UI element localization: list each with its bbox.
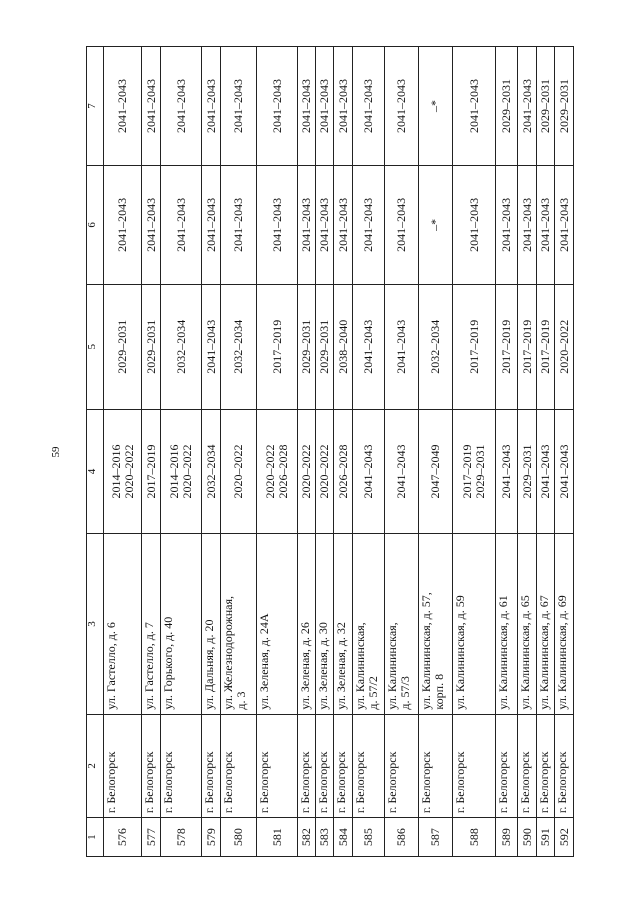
cell-col-4: 2020–2022 2026–2028 (257, 409, 298, 534)
cell-city: г. Белогорск (142, 714, 161, 818)
cell-col-7: 2041–2043 (334, 47, 353, 166)
cell-row-number: 576 (104, 818, 142, 857)
schedule-table (86, 46, 574, 857)
cell-col-7: 2029–2031 (537, 47, 555, 166)
cell-address: ул. Железнодорожная, д. 3 (221, 534, 257, 714)
cell-col-5: 2032–2034 (419, 284, 453, 409)
table-row (161, 47, 202, 857)
cell-col-5: 2032–2034 (161, 284, 202, 409)
cell-row-number: 587 (419, 818, 453, 857)
cell-col-7: 2041–2043 (316, 47, 334, 166)
cell-address: ул. Зеленая, д. 32 (334, 534, 353, 714)
cell-row-number: 584 (334, 818, 353, 857)
cell-city: г. Белогорск (161, 714, 202, 818)
header-col-1: 1 (87, 818, 104, 857)
header-col-4: 4 (87, 409, 104, 534)
cell-col-4: 2041–2043 (385, 409, 419, 534)
cell-col-7: 2029–2031 (496, 47, 518, 166)
rotated-table-wrapper (86, 46, 571, 857)
cell-col-4: 2017–2019 2029–2031 (453, 409, 496, 534)
cell-col-4: 2020–2022 (316, 409, 334, 534)
cell-col-6: 2041–2043 (353, 165, 385, 284)
cell-address: ул. Зеленая, д. 26 (298, 534, 316, 714)
table-row (142, 47, 161, 857)
table-row (555, 47, 574, 857)
cell-col-4: 2041–2043 (555, 409, 574, 534)
cell-col-5: 2029–2031 (104, 284, 142, 409)
cell-row-number: 590 (518, 818, 537, 857)
cell-col-7: 2041–2043 (453, 47, 496, 166)
cell-city: г. Белогорск (353, 714, 385, 818)
table-row (385, 47, 419, 857)
cell-col-5: 2017–2019 (496, 284, 518, 409)
cell-address: ул. Калининская, д. 67 (537, 534, 555, 714)
cell-row-number: 577 (142, 818, 161, 857)
table-row (353, 47, 385, 857)
cell-row-number: 589 (496, 818, 518, 857)
cell-row-number: 580 (221, 818, 257, 857)
cell-col-6: 2041–2043 (202, 165, 221, 284)
cell-col-5: 2032–2034 (221, 284, 257, 409)
cell-col-6: 2041–2043 (142, 165, 161, 284)
cell-col-5: 2017–2019 (257, 284, 298, 409)
cell-address: ул. Зеленая, д. 24А (257, 534, 298, 714)
cell-col-5: 2020–2022 (555, 284, 574, 409)
cell-col-7: 2041–2043 (104, 47, 142, 166)
cell-col-5: 2041–2043 (202, 284, 221, 409)
cell-address: ул. Гастелло, д. 7 (142, 534, 161, 714)
cell-col-7: 2041–2043 (385, 47, 419, 166)
header-row (87, 47, 104, 857)
table-body (104, 47, 574, 857)
table-row (298, 47, 316, 857)
cell-col-6: 2041–2043 (334, 165, 353, 284)
header-col-6: 6 (87, 165, 104, 284)
cell-col-4: 2032–2034 (202, 409, 221, 534)
cell-col-6: 2041–2043 (161, 165, 202, 284)
cell-address: ул. Калининская, д. 57/2 (353, 534, 385, 714)
cell-col-6: 2041–2043 (537, 165, 555, 284)
cell-city: г. Белогорск (555, 714, 574, 818)
cell-col-4: 2026–2028 (334, 409, 353, 534)
cell-col-6: 2041–2043 (298, 165, 316, 284)
table-row (202, 47, 221, 857)
cell-city: г. Белогорск (104, 714, 142, 818)
cell-row-number: 581 (257, 818, 298, 857)
table-row (221, 47, 257, 857)
cell-col-4: 2047–2049 (419, 409, 453, 534)
cell-city: г. Белогорск (334, 714, 353, 818)
cell-col-4: 2014–2016 2020–2022 (104, 409, 142, 534)
cell-col-5: 2041–2043 (353, 284, 385, 409)
cell-col-4: 2020–2022 (298, 409, 316, 534)
header-col-3: 3 (87, 534, 104, 714)
cell-row-number: 585 (353, 818, 385, 857)
cell-col-4: 2020–2022 (221, 409, 257, 534)
cell-city: г. Белогорск (496, 714, 518, 818)
cell-city: г. Белогорск (385, 714, 419, 818)
cell-col-7: –* (419, 47, 453, 166)
cell-city: г. Белогорск (518, 714, 537, 818)
cell-col-7: 2041–2043 (161, 47, 202, 166)
cell-col-7: 2041–2043 (202, 47, 221, 166)
table-row (496, 47, 518, 857)
cell-city: г. Белогорск (221, 714, 257, 818)
cell-col-7: 2041–2043 (518, 47, 537, 166)
cell-address: ул. Калининская, д. 69 (555, 534, 574, 714)
cell-col-6: 2041–2043 (316, 165, 334, 284)
cell-city: г. Белогорск (537, 714, 555, 818)
cell-city: г. Белогорск (202, 714, 221, 818)
table-row (334, 47, 353, 857)
header-col-5: 5 (87, 284, 104, 409)
cell-col-7: 2041–2043 (298, 47, 316, 166)
cell-col-6: 2041–2043 (104, 165, 142, 284)
cell-address: ул. Калининская, д. 59 (453, 534, 496, 714)
cell-col-5: 2029–2031 (316, 284, 334, 409)
cell-address: ул. Гастелло, д. 6 (104, 534, 142, 714)
cell-col-5: 2029–2031 (142, 284, 161, 409)
cell-col-6: –* (419, 165, 453, 284)
cell-row-number: 586 (385, 818, 419, 857)
cell-col-7: 2041–2043 (353, 47, 385, 166)
table-row (419, 47, 453, 857)
cell-address: ул. Калининская, д. 57/3 (385, 534, 419, 714)
cell-row-number: 583 (316, 818, 334, 857)
cell-address: ул. Калининская, д. 57, корп. 8 (419, 534, 453, 714)
table-row (537, 47, 555, 857)
cell-col-5: 2017–2019 (518, 284, 537, 409)
table-row (316, 47, 334, 857)
cell-address: ул. Дальняя, д. 20 (202, 534, 221, 714)
cell-city: г. Белогорск (453, 714, 496, 818)
cell-row-number: 578 (161, 818, 202, 857)
page-number: 59 (50, 446, 62, 458)
cell-row-number: 592 (555, 818, 574, 857)
cell-col-4: 2029–2031 (518, 409, 537, 534)
cell-col-6: 2041–2043 (453, 165, 496, 284)
cell-col-7: 2041–2043 (257, 47, 298, 166)
table-row (453, 47, 496, 857)
cell-col-6: 2041–2043 (518, 165, 537, 284)
cell-col-6: 2041–2043 (221, 165, 257, 284)
cell-row-number: 588 (453, 818, 496, 857)
cell-row-number: 579 (202, 818, 221, 857)
cell-col-4: 2041–2043 (537, 409, 555, 534)
cell-address: ул. Калининская, д. 65 (518, 534, 537, 714)
cell-address: ул. Зеленая, д. 30 (316, 534, 334, 714)
cell-city: г. Белогорск (298, 714, 316, 818)
cell-col-4: 2041–2043 (496, 409, 518, 534)
table-row (104, 47, 142, 857)
header-col-2: 2 (87, 714, 104, 818)
cell-address: ул. Горького, д. 40 (161, 534, 202, 714)
cell-col-4: 2014–2016 2020–2022 (161, 409, 202, 534)
cell-col-5: 2017–2019 (537, 284, 555, 409)
cell-address: ул. Калининская, д. 61 (496, 534, 518, 714)
table-row (518, 47, 537, 857)
cell-col-5: 2041–2043 (385, 284, 419, 409)
cell-city: г. Белогорск (257, 714, 298, 818)
cell-col-6: 2041–2043 (257, 165, 298, 284)
cell-city: г. Белогорск (419, 714, 453, 818)
cell-row-number: 591 (537, 818, 555, 857)
cell-col-6: 2041–2043 (496, 165, 518, 284)
header-col-7: 7 (87, 47, 104, 166)
cell-col-7: 2041–2043 (221, 47, 257, 166)
cell-row-number: 582 (298, 818, 316, 857)
cell-col-5: 2017–2019 (453, 284, 496, 409)
table-row (257, 47, 298, 857)
cell-col-4: 2041–2043 (353, 409, 385, 534)
cell-col-5: 2029–2031 (298, 284, 316, 409)
cell-col-7: 2041–2043 (142, 47, 161, 166)
cell-city: г. Белогорск (316, 714, 334, 818)
cell-col-7: 2029–2031 (555, 47, 574, 166)
cell-col-5: 2038–2040 (334, 284, 353, 409)
cell-col-6: 2041–2043 (555, 165, 574, 284)
cell-col-4: 2017–2019 (142, 409, 161, 534)
cell-col-6: 2041–2043 (385, 165, 419, 284)
